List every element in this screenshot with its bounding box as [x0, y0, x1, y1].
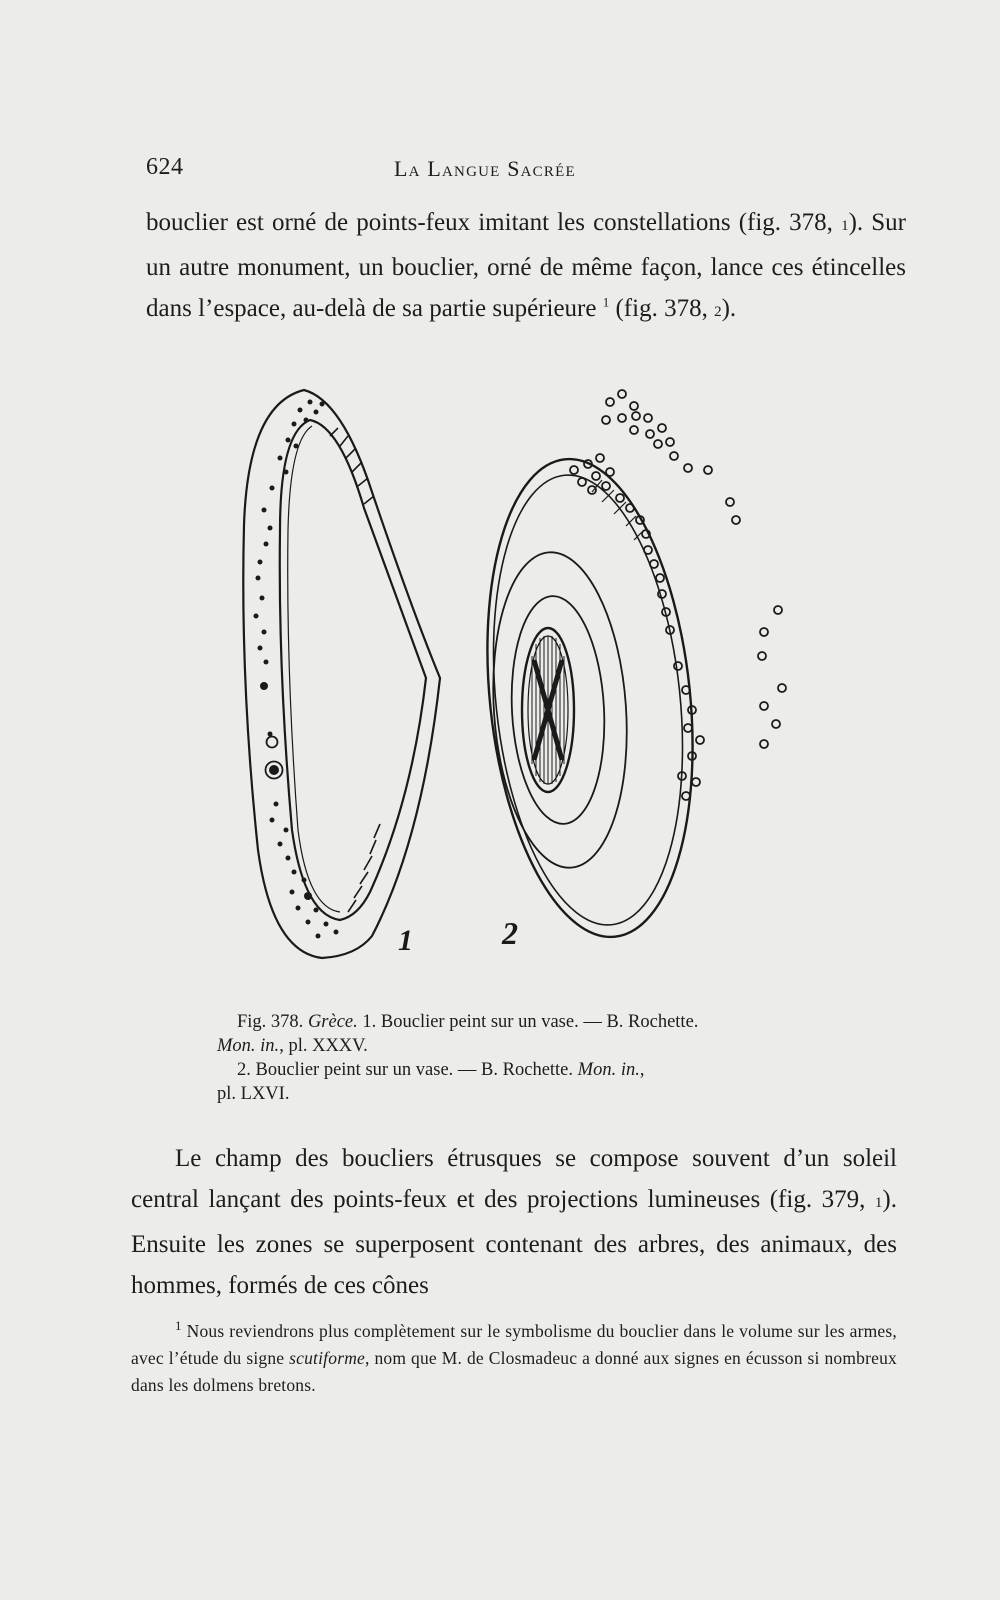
page-number: 624	[146, 154, 184, 180]
caption-line	[217, 1082, 817, 1106]
figure-caption	[217, 1010, 817, 1106]
subscript: 1	[874, 1195, 883, 1211]
text-run: bouclier est orné de points-feux imitant les constellations (fig. 378,	[146, 209, 842, 236]
text-run: Nous reviendrons plus complètement sur le symbolisme du bouclier dans le volume sur les armes, avec l’étude du signe	[131, 1321, 897, 1368]
running-title: La Langue Sacrée	[394, 156, 576, 181]
shield-2-ring-dots	[570, 390, 786, 800]
caption-source-title: Mon. in.	[217, 1036, 280, 1056]
figure-378	[230, 380, 810, 985]
footnote	[131, 1318, 897, 1399]
text-run: ). Ensuite les zones se superposent contenant des arbres, des animaux, des hommes, formés de ces cônes	[131, 1186, 897, 1299]
caption-source-plate: pl. LXVI.	[217, 1084, 290, 1104]
text-run: ). Sur un autre monument, un bouclier, orné de même façon, lance ces étincelles dans l’espace, au-delà de sa partie supérieure	[146, 209, 906, 322]
subscript: 2	[714, 304, 722, 320]
caption-line	[217, 1034, 817, 1058]
caption-fig-number: Fig. 378.	[237, 1012, 308, 1032]
figure-label-2: 2	[502, 915, 518, 951]
footnote-term: scutiforme	[289, 1348, 366, 1368]
shields-illustration	[230, 380, 810, 980]
subscript: 1	[841, 218, 849, 234]
footnote-reference: 1	[602, 294, 610, 310]
caption-line	[217, 1010, 817, 1034]
figure-label-1: 1	[398, 924, 413, 957]
caption-source-title: Mon. in.	[577, 1060, 640, 1080]
caption-line	[217, 1058, 817, 1082]
footnote-mark: 1	[175, 1318, 182, 1334]
shield-2-drawing	[465, 449, 714, 947]
caption-item-1: 1. Bouclier peint sur un vase. — B. Rochette.	[357, 1012, 699, 1032]
caption-source-plate: , pl. XXXV.	[279, 1036, 368, 1056]
shield-1-drawing	[243, 390, 440, 958]
paragraph-intro	[146, 202, 906, 333]
text-run: , nom que M. de Closmadeuc a donné aux signes en écusson si nombreux dans les dolmens bretons.	[131, 1348, 898, 1395]
text-run: ).	[721, 295, 737, 322]
caption-comma: ,	[639, 1060, 645, 1080]
caption-item-2: 2. Bouclier peint sur un vase. — B. Rochette.	[237, 1060, 578, 1080]
text-run: Le champ des boucliers étrusques se compose souvent d’un soleil central lançant des points-feux et des projections lumineuses (fig. 379,	[131, 1145, 897, 1213]
paragraph-etruscan	[131, 1138, 897, 1306]
caption-region: Grèce.	[307, 1012, 358, 1032]
text-run: (fig. 378,	[609, 295, 715, 322]
